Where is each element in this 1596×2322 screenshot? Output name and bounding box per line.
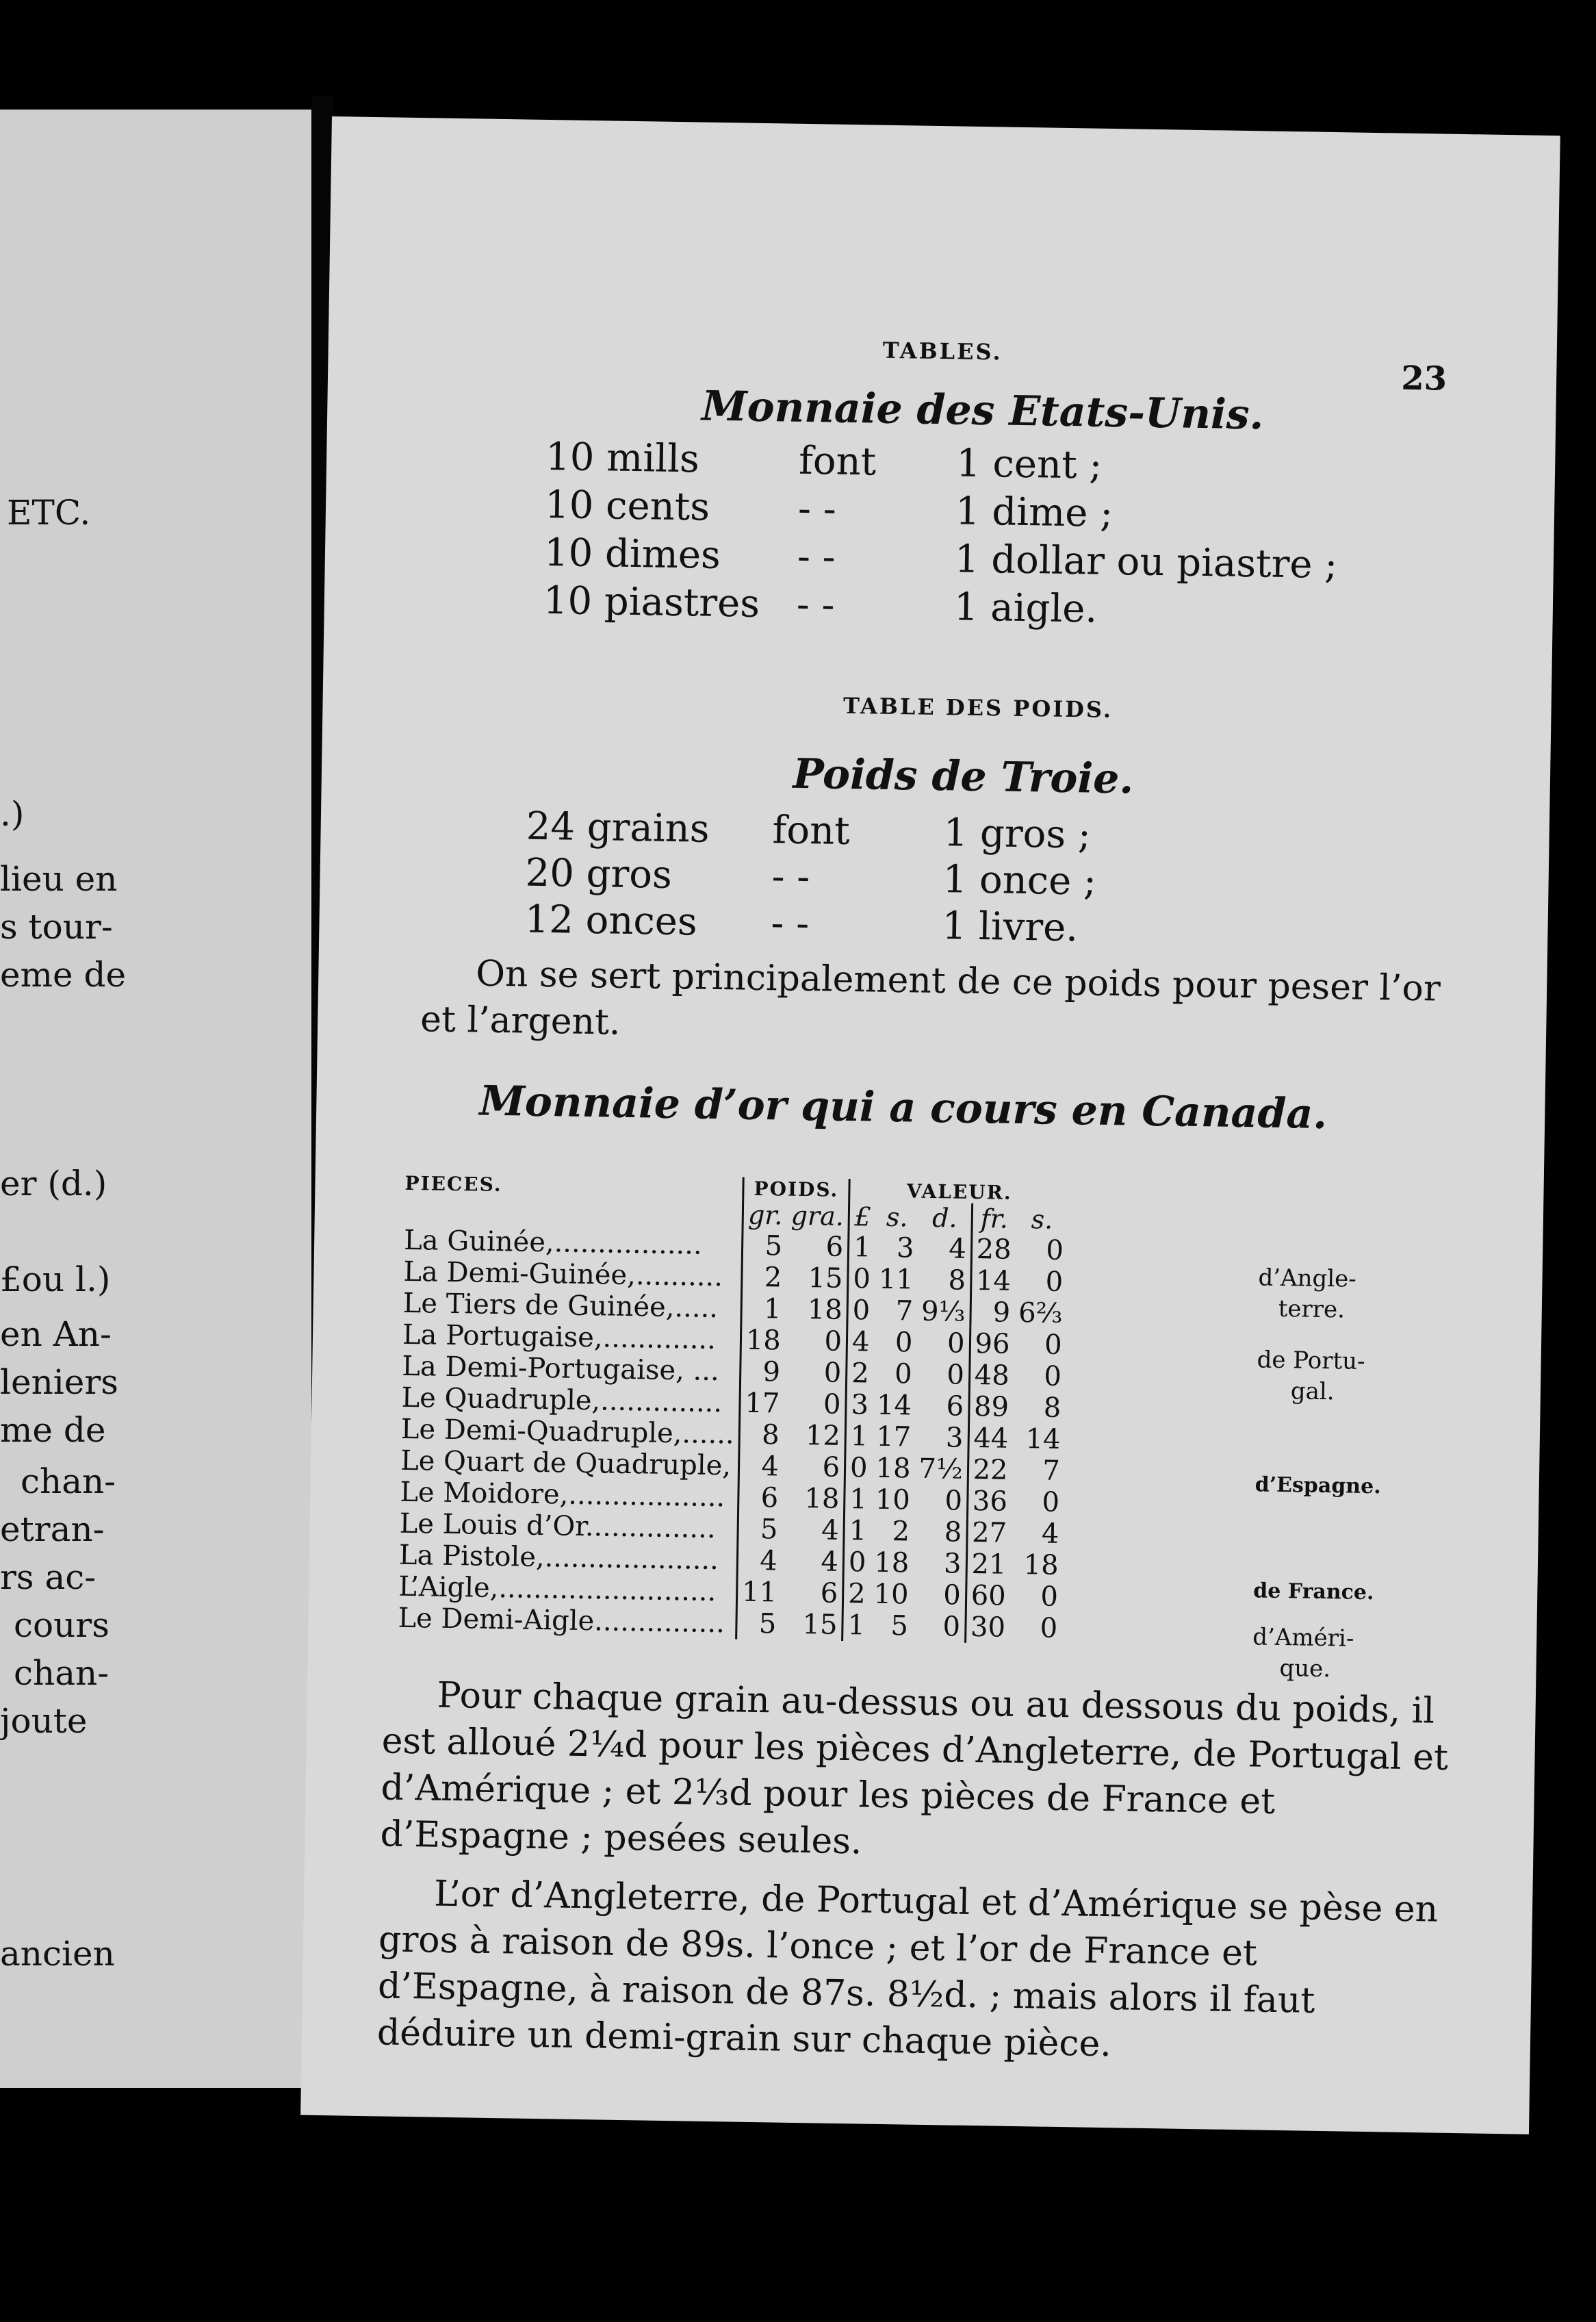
cell-fr: 22 [968,1454,1012,1486]
w-qty: 20 gros [525,850,673,897]
cell-s2: 0 [1044,1329,1063,1361]
cell-s: 10 [875,1483,911,1516]
left-page-fragment: chan- [14,1653,110,1693]
cell-fr: 36 [967,1485,1012,1518]
cell-s2: 14 [1025,1423,1061,1455]
cell-d: 3 [945,1422,964,1454]
cell-s2: 4 [1041,1518,1059,1550]
cell-fr: 60 [966,1580,1010,1612]
group-label: d’Espagne. [1254,1472,1381,1499]
group-label: d’Améri- [1252,1623,1354,1653]
main-page [300,116,1560,2134]
cell-name: Le Tiers de Guinée,..... [402,1287,719,1325]
col-pieces: PIECES. [404,1171,502,1197]
cell-gra: 12 [805,1420,841,1452]
group-label: de Portu- [1257,1346,1365,1375]
left-page-fragment: ETC. [7,493,91,533]
cell-lb: 1 [845,1483,872,1516]
cell-gra: 4 [821,1514,840,1546]
cell-fr: 48 [969,1360,1014,1392]
sub-gra: gra. [790,1200,845,1232]
cell-s2: 0 [1046,1234,1064,1266]
cell-gr: 4 [737,1545,782,1577]
sub-d: d. [931,1202,957,1234]
cell-lb: 1 [845,1420,873,1453]
cell-gr: 2 [741,1262,786,1294]
w-op: - - [771,854,810,900]
us-eq: 1 cent ; [955,441,1103,488]
w-qty: 24 grains [526,804,710,852]
cell-gr: 5 [736,1608,781,1640]
cell-s2: 0 [1045,1266,1064,1298]
cell-s: 14 [876,1389,912,1422]
us-op: - - [797,534,836,580]
us-qty: 10 cents [544,482,710,530]
cell-d: 4 [948,1233,967,1265]
cell-name: Le Moidore,.................. [400,1476,725,1514]
sub-gr: gr. [743,1200,787,1231]
left-page-fragment: er (d.) [0,1164,107,1203]
cell-lb: 0 [847,1294,875,1327]
group-label: gal. [1290,1377,1335,1406]
cell-gr: 6 [738,1482,782,1514]
w-eq: 1 livre. [942,904,1079,951]
cell-d: 8 [944,1516,962,1548]
w-qty: 12 onces [524,897,698,945]
cell-d: 6 [946,1390,964,1422]
cell-s: 5 [890,1610,909,1642]
cell-gr: 8 [739,1419,784,1451]
cell-gr: 1 [741,1293,786,1325]
left-page-fragment: rs ac- [0,1557,96,1597]
left-page-fragment: £ou l.) [0,1260,111,1299]
left-page-fragment: lieu en [0,859,118,899]
cell-gra: 18 [807,1294,843,1326]
left-page-fragment: en An- [0,1314,112,1354]
cell-lb: 3 [846,1389,873,1421]
cell-s: 18 [874,1546,910,1579]
cell-lb: 1 [844,1515,871,1547]
cell-name: Le Quadruple,.............. [401,1381,723,1419]
cell-name: La Demi-Portugaise, ... [401,1350,720,1388]
cell-s: 7 [895,1295,914,1327]
cell-s: 2 [892,1516,910,1548]
us-money-title: Monnaie des Etats-Unis. [701,382,1265,439]
cell-fr: 28 [971,1234,1016,1266]
cell-s: 3 [896,1232,914,1264]
cell-s2: 7 [1042,1455,1061,1487]
left-page [0,110,315,2088]
left-page-fragment: me de [0,1410,106,1450]
cell-fr: 9 [970,1297,1014,1329]
sub-fr: fr. [972,1203,1016,1234]
cell-d: 3 [943,1548,962,1580]
cell-name: La Demi-Guinée,.......... [403,1255,723,1293]
left-page-fragment: .) [0,794,25,834]
right-edge [1560,157,1596,2211]
cell-s: 17 [875,1420,912,1453]
weights-note: On se sert principalement de ce poids pour peser l’or et l’argent. [420,953,1441,1043]
cell-lb: 0 [845,1452,872,1484]
running-title: TABLES. [882,337,1003,366]
page-number: 23 [1400,359,1447,398]
group-label: d’Angle- [1258,1264,1357,1293]
cell-name: L’Aigle,......................... [398,1570,717,1608]
gold-coin-rows [394,1225,1068,1644]
w-op: - - [771,901,810,947]
cell-gra: 15 [802,1609,838,1641]
cell-gra: 4 [821,1546,839,1578]
cell-fr: 44 [968,1422,1013,1455]
left-page-fragment: chan- [21,1462,116,1501]
left-page-fragment: cours [14,1605,110,1645]
gold-title: Monnaie d’or qui a cours en Canada. [478,1077,1328,1139]
left-page-fragment: s tour- [0,907,113,947]
left-page-fragment: leniers [0,1362,118,1402]
left-page-fragment: joute [0,1701,88,1741]
sub-lb: £ [849,1201,876,1232]
us-op: - - [797,486,837,532]
cell-lb: 0 [848,1263,875,1295]
cell-s: 0 [894,1327,913,1359]
cell-gra: 15 [808,1262,843,1294]
cell-gra: 6 [820,1577,838,1609]
cell-s2: 0 [1040,1612,1058,1644]
cell-lb: 2 [846,1357,873,1390]
cell-fr: 89 [968,1391,1013,1423]
us-op: - - [796,582,836,628]
cell-d: 0 [942,1579,962,1611]
cell-gra: 0 [823,1357,842,1389]
cell-name: La Guinée,................. [403,1224,703,1261]
cell-fr: 96 [970,1328,1014,1360]
group-label: de France. [1253,1579,1374,1605]
cell-s2: 8 [1043,1392,1061,1424]
cell-s: 10 [873,1578,909,1611]
left-page-fragment: etran- [0,1509,105,1549]
us-op: font [798,438,877,485]
cell-gr: 5 [742,1230,786,1262]
gold-coin-table [394,1172,1068,1644]
cell-s2: 6⅔ [1018,1297,1063,1329]
cell-name: La Pistole,.................... [398,1539,719,1577]
cell-gr: 9 [740,1356,784,1388]
cell-gr: 17 [740,1388,784,1420]
weights-heading: TABLE DES POIDS. [842,692,1114,724]
paragraph-gross-weight: L’or d’Angleterre, de Portugal et d’Amérique se pèse en gros à raison de 89s. l’once ; et l’or de France et d’Espagne, à raison de 87s. 8½d. ; mais alors il faut déduire un demi-grain sur chaque pièce. [376,1873,1439,2065]
left-page-fragment: eme de [0,955,127,995]
cell-s2: 0 [1042,1486,1060,1518]
cell-fr: 14 [970,1265,1015,1297]
cell-lb: 4 [847,1326,874,1358]
w-eq: 1 once ; [942,857,1097,904]
cell-name: Le Quart de Quadruple, [400,1444,732,1482]
cell-name: Le Demi-Aigle............... [398,1602,725,1640]
cell-s2: 0 [1040,1581,1059,1613]
cell-s2: 18 [1023,1549,1059,1581]
cell-d: 0 [947,1327,965,1360]
cell-d: 9⅓ [921,1295,966,1328]
cell-s: 11 [878,1263,914,1296]
us-qty: 10 mills [545,434,700,482]
sub-s: s. [886,1201,908,1233]
w-op: font [772,808,851,854]
cell-fr: 27 [966,1517,1011,1549]
cell-lb: 1 [848,1232,875,1264]
cell-lb: 1 [842,1609,870,1642]
cell-gra: 0 [824,1325,842,1357]
cell-fr: 30 [965,1611,1009,1644]
cell-lb: 0 [843,1546,871,1579]
cell-gra: 0 [823,1388,841,1420]
group-label: terre. [1278,1294,1346,1324]
w-eq: 1 gros ; [943,811,1092,858]
sub-s2: s. [1031,1204,1053,1235]
cell-gra: 6 [822,1451,840,1483]
col-valeur: VALEUR. [849,1179,1069,1205]
group-label: que. [1279,1655,1331,1683]
cell-lb: 2 [842,1578,870,1610]
cell-gr: 4 [738,1451,783,1483]
cell-gra: 6 [825,1231,844,1263]
cell-gr: 5 [738,1514,782,1546]
us-eq: 1 dollar ou piastre ; [954,537,1338,588]
cell-name: La Portugaise,............. [402,1318,717,1356]
us-qty: 10 piastres [543,578,760,626]
cell-d: 0 [947,1359,965,1391]
paragraph-allowance: Pour chaque grain au-dessus ou au dessous du poids, il est alloué 2¼d pour les pièces d’Angleterre, de Portugal et d’Amérique ; et 2⅓d pour les pièces de France et d’Espagne ; pesées seules. [380,1674,1449,1863]
us-qty: 10 dimes [543,530,721,578]
cell-s: 0 [894,1358,913,1390]
cell-gr: 18 [741,1325,785,1357]
weights-title: Poids de Troie. [793,750,1134,804]
left-page-fragment: ancien [0,1934,115,1974]
cell-d: 8 [948,1264,966,1297]
cell-name: Le Louis d’Or............... [399,1507,716,1545]
cell-fr: 21 [966,1548,1011,1581]
col-poids: POIDS. [743,1177,850,1201]
cell-gr: 11 [736,1577,781,1609]
cell-gra: 18 [804,1483,840,1515]
cell-s2: 0 [1044,1360,1062,1392]
cell-d: 0 [944,1485,963,1517]
us-eq: 1 aigle. [953,585,1098,632]
cell-d: 0 [942,1611,961,1643]
cell-d: 7½ [918,1453,964,1485]
cell-s: 18 [875,1452,911,1485]
cell-name: Le Demi-Quadruple,...... [400,1413,735,1451]
us-eq: 1 dime ; [955,489,1114,536]
